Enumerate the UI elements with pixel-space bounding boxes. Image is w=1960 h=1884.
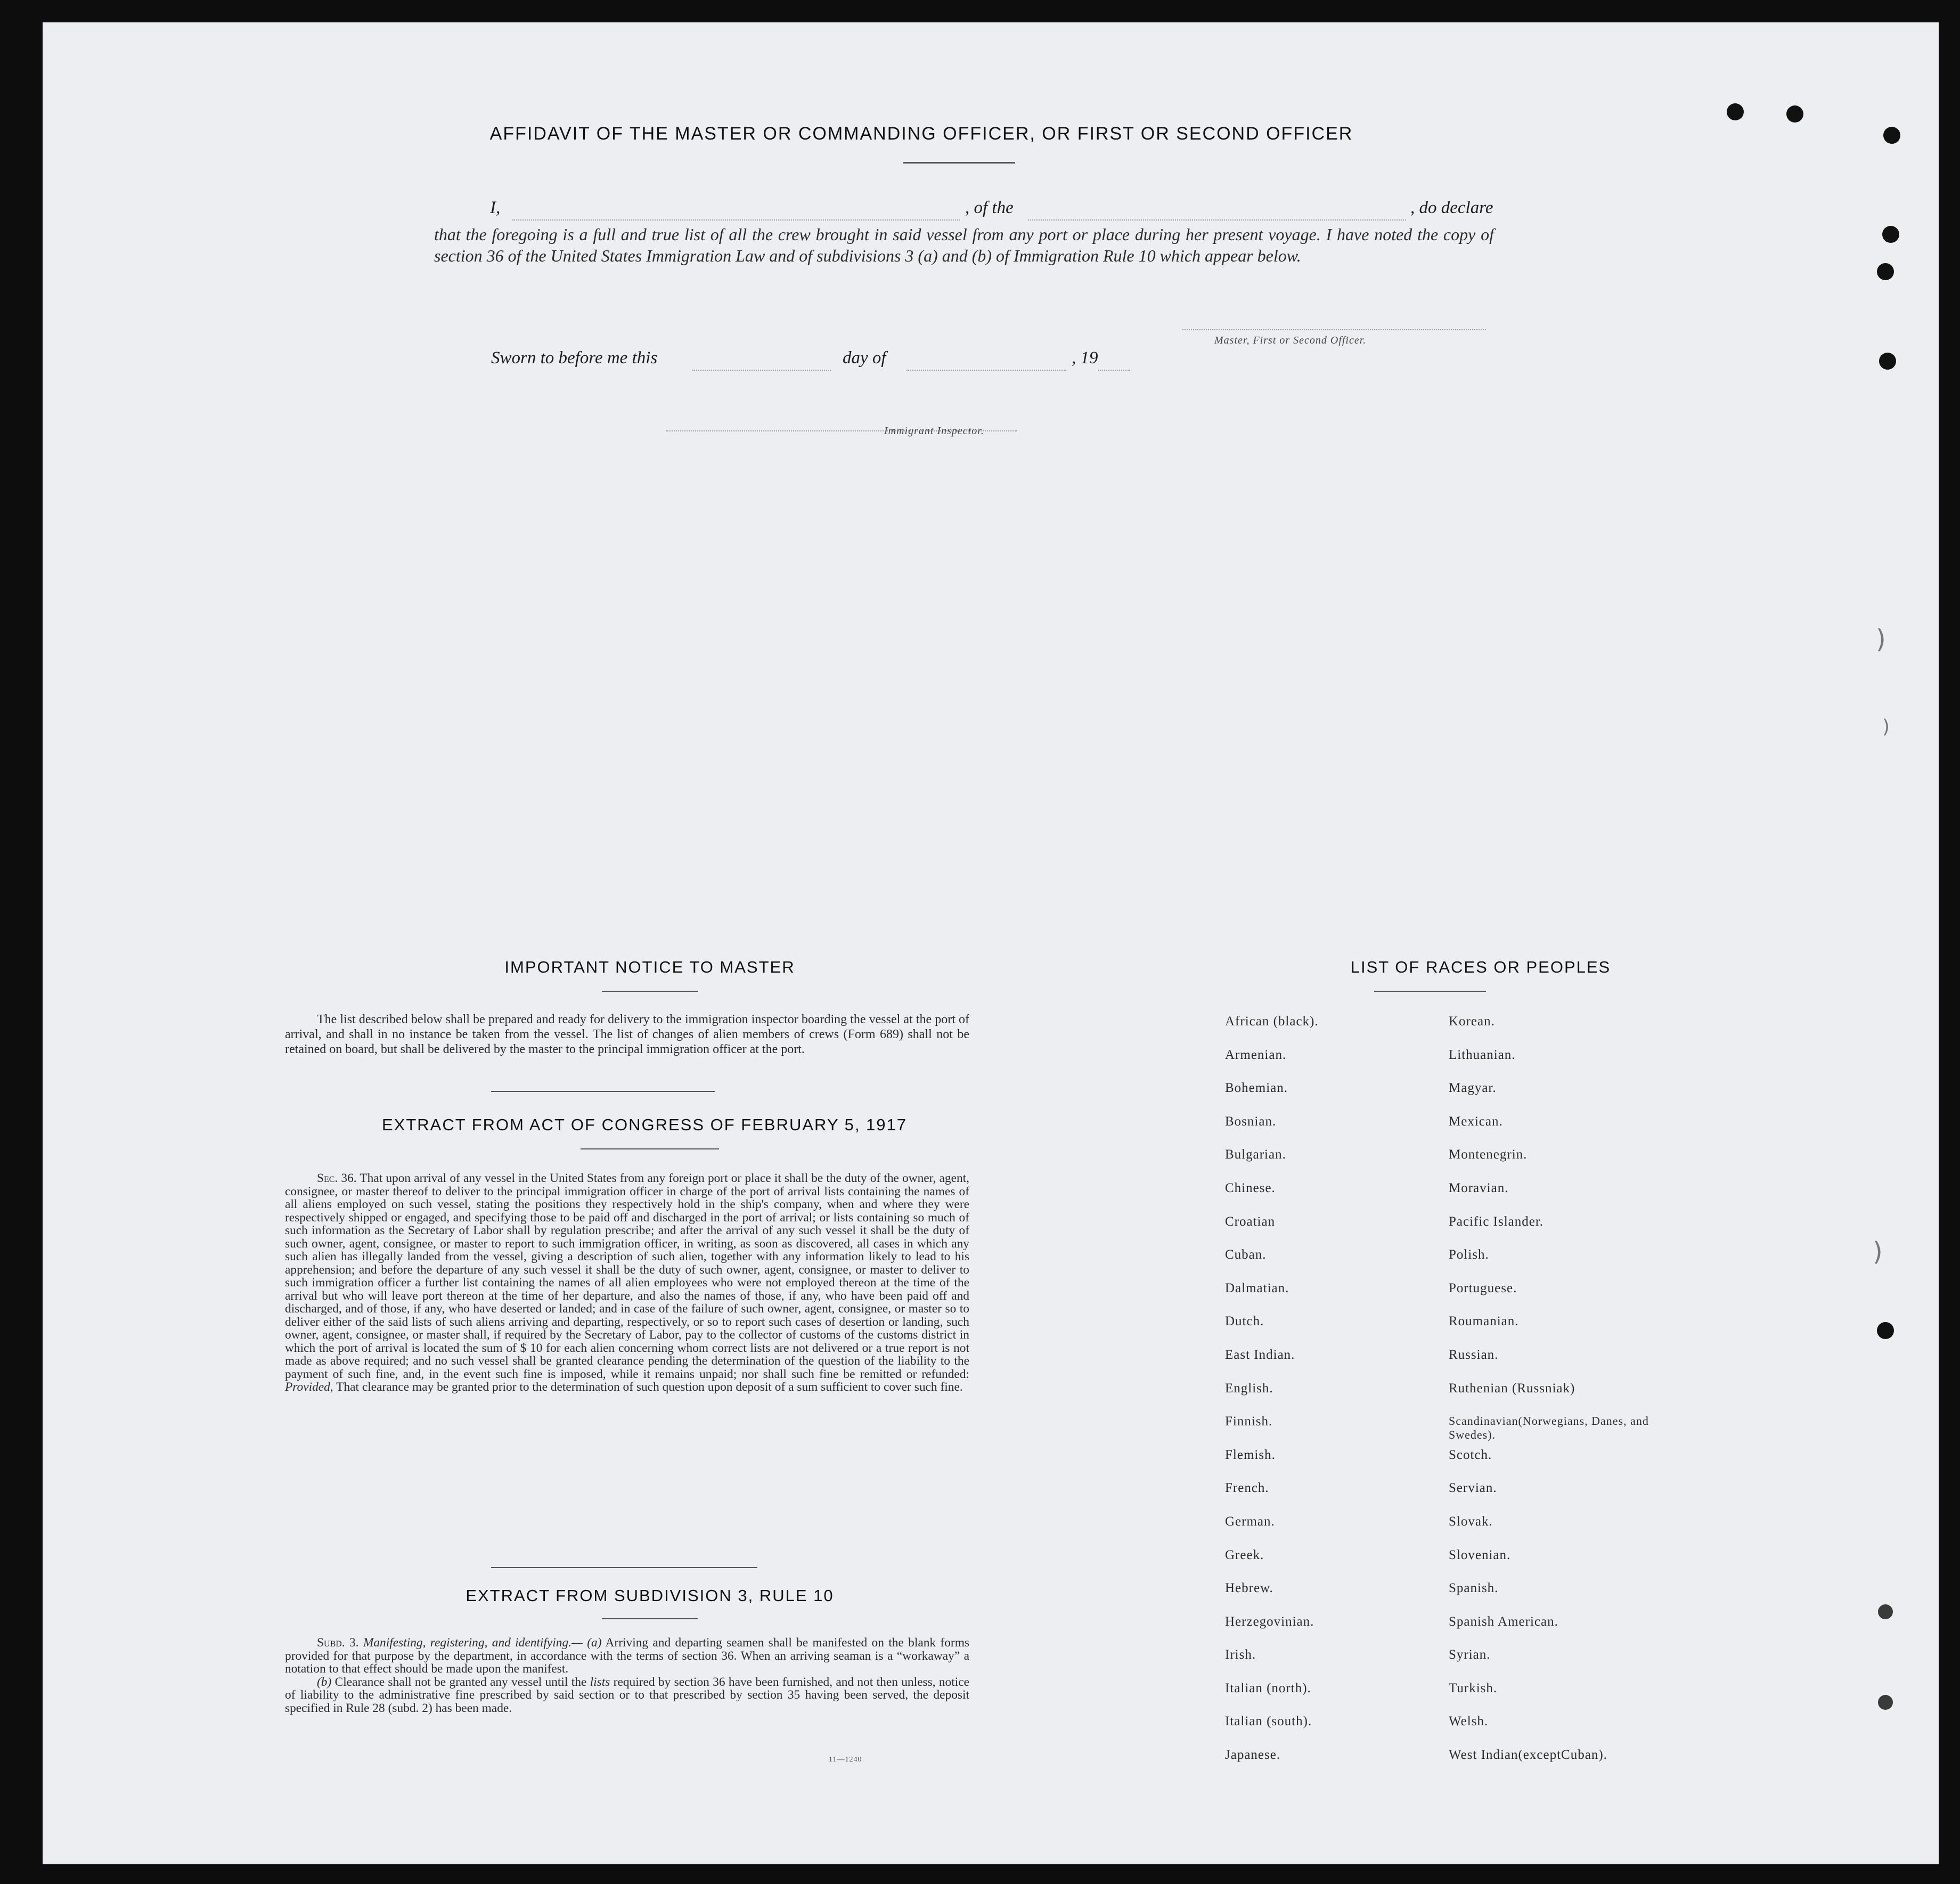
race-item: Spanish American. (1449, 1614, 1558, 1629)
race-item: Dutch. (1225, 1314, 1264, 1329)
act-body (285, 1172, 969, 1394)
day-of-label: day of (843, 348, 886, 368)
race-item: East Indian. (1225, 1347, 1295, 1362)
name-field[interactable] (512, 202, 960, 221)
race-item: French. (1225, 1481, 1269, 1496)
races-right-column (1449, 1014, 1683, 1781)
race-item: Greek. (1225, 1547, 1264, 1562)
race-item: Spanish. (1449, 1581, 1499, 1596)
punch-hole (1877, 263, 1894, 280)
sworn-label: Sworn to before me this (491, 348, 658, 368)
paper-nick: ) (1882, 716, 1890, 738)
race-item: Welsh. (1449, 1714, 1489, 1729)
vessel-field[interactable] (1028, 202, 1406, 221)
race-item: Ruthenian (Russniak) (1449, 1381, 1575, 1396)
race-item: Japanese. (1225, 1748, 1281, 1763)
master-signature-label: Master, First or Second Officer. (1214, 335, 1367, 346)
of-the-label: , of the (965, 198, 1014, 217)
race-item: Dalmatian. (1225, 1281, 1289, 1295)
clause-a-label: (a) (587, 1636, 602, 1650)
race-item: Montenegrin. (1449, 1147, 1528, 1162)
race-item: Lithuanian. (1449, 1047, 1516, 1062)
rule-title-rule (602, 1618, 698, 1619)
provided-word: Provided, (285, 1380, 333, 1394)
punch-hole (1883, 127, 1900, 144)
paper-nick: ) (1873, 1237, 1883, 1267)
subd-a-paragraph (285, 1636, 969, 1676)
race-item: Armenian. (1225, 1047, 1287, 1062)
subd-b-paragraph (285, 1676, 969, 1715)
section-divider (491, 1091, 715, 1092)
race-item: Hebrew. (1225, 1581, 1273, 1596)
declare-label: , do declare (1410, 198, 1493, 217)
punch-hole (1877, 1322, 1894, 1339)
form-number: 11—1240 (829, 1756, 862, 1764)
race-item: Italian (south). (1225, 1714, 1312, 1729)
day-field[interactable] (692, 353, 831, 371)
clause-b-label: (b) (317, 1675, 332, 1689)
affidavit-body: that the foregoing is a full and true list of all the crew brought in said vessel from any port or place during her present voyage. I have noted the copy of section 36 of the United States Immigration Law and of subdivisions 3 (a) and (b) of Immigration Rule 10 which appear below. (434, 225, 1494, 265)
race-item: Servian. (1449, 1481, 1497, 1496)
race-item: Herzegovinian. (1225, 1614, 1314, 1629)
sworn-line (491, 348, 1237, 375)
clause-b-lists: lists (590, 1675, 610, 1689)
race-item: West Indian(exceptCuban). (1449, 1748, 1607, 1763)
race-item: Cuban. (1225, 1247, 1267, 1262)
races-title: LIST OF RACES OR PEOPLES (1350, 958, 1611, 976)
race-item: Chinese. (1225, 1180, 1276, 1195)
inspector-signature-label: Immigrant Inspector. (884, 425, 984, 437)
section-divider (491, 1567, 757, 1568)
punch-hole (1878, 1604, 1893, 1619)
race-item: Pacific Islander. (1449, 1214, 1544, 1229)
race-item: Irish. (1225, 1648, 1256, 1662)
i-label: I, (490, 198, 501, 217)
subd-heading: Manifesting, registering, and identifying.— (363, 1636, 583, 1650)
race-item: German. (1225, 1514, 1275, 1529)
race-item: English. (1225, 1381, 1273, 1396)
race-item: Syrian. (1449, 1648, 1491, 1662)
rule-body (285, 1636, 969, 1715)
race-item: Polish. (1449, 1247, 1489, 1262)
proviso-text: That clearance may be granted prior to the determination of such question upon deposit of a sum sufficient to cover such fine. (336, 1380, 963, 1394)
title-rule (903, 162, 1015, 164)
race-item: Bosnian. (1225, 1114, 1277, 1129)
document-page (43, 22, 1939, 1864)
race-item: Roumanian. (1449, 1314, 1519, 1329)
year-field[interactable] (1098, 353, 1130, 371)
month-field[interactable] (907, 353, 1066, 371)
act-title: EXTRACT FROM ACT OF CONGRESS OF FEBRUARY 5, 1917 (381, 1115, 908, 1134)
notice-title: IMPORTANT NOTICE TO MASTER (504, 958, 795, 976)
race-item: Finnish. (1225, 1414, 1273, 1429)
race-item: Korean. (1449, 1014, 1495, 1029)
races-title-rule (1374, 991, 1486, 992)
race-item: African (black). (1225, 1014, 1319, 1029)
race-item: Bohemian. (1225, 1081, 1288, 1096)
race-item: Magyar. (1449, 1081, 1497, 1096)
race-item: Slovenian. (1449, 1547, 1511, 1562)
punch-hole (1727, 103, 1744, 120)
notice-title-rule (602, 991, 698, 992)
race-item: Scotch. (1449, 1447, 1492, 1462)
race-item: Portuguese. (1449, 1281, 1517, 1295)
notice-body: The list described below shall be prepared and ready for delivery to the immigration inspector boarding the vessel at the port of arrival, and shall in no instance be taken from the vessel. The list of changes of alien members of crews (Form 689) shall not be retained on board, but shall be delivered by the master to the principal immigration officer at the port. (285, 1013, 969, 1056)
race-item: Flemish. (1225, 1447, 1276, 1462)
punch-hole (1878, 1695, 1893, 1710)
paper-nick: ) (1876, 624, 1886, 654)
race-item: Mexican. (1449, 1114, 1503, 1129)
clause-a-text: Arriving and departing seamen shall be manifested on the blank forms provided for that purpose by the department, in accordance with the terms of section 36. When an arriving seaman is a “workaway” a notation to that effect should be made upon the manifest. (285, 1636, 970, 1676)
affidavit-title: AFFIDAVIT OF THE MASTER OR COMMANDING OFFICER, OR FIRST OR SECOND OFFICER (489, 124, 1353, 144)
clause-b-text-2: required by section 36 have been furnished, and not then unless, notice of liability to the administrative fine prescribed by said section or to that prescribed by section 35 having been served, the deposit specified in Rule 28 (subd. 2) has been made. (285, 1675, 969, 1715)
race-item: Croatian (1225, 1214, 1276, 1229)
master-signature-line[interactable] (1182, 328, 1486, 330)
race-item: Italian (north). (1225, 1681, 1311, 1695)
clause-b-text-1: Clearance shall not be granted any vessel until the (334, 1675, 587, 1689)
subd-label: Subd. 3. (317, 1636, 359, 1650)
punch-hole (1786, 105, 1803, 123)
punch-hole (1879, 353, 1896, 370)
act-title-rule (581, 1148, 719, 1149)
race-item: Slovak. (1449, 1514, 1493, 1529)
race-item: Russian. (1449, 1347, 1499, 1362)
punch-hole (1882, 226, 1899, 243)
race-item: Bulgarian. (1225, 1147, 1286, 1162)
race-item: Turkish. (1449, 1681, 1498, 1695)
sec-36-text: That upon arrival of any vessel in the United States from any foreign port or place it shall be the duty of the owner, agent, consignee, or master thereof to deliver to the principal immigration officer in charge of the port of arrival lists containing the names of all aliens employed on such vessel, stating the positions they respectively hold in the ship's company, when and where they were respectively shipped or engaged, and specifying those to be paid off and discharged in the port of arrival; or lists containing so much of such information as the Secretary of Labor shall by regulation prescribe; and after the arrival of any such vessel it shall be the duty of such owner, agent, consignee, or master to report to such immigration officer, in writing, as soon as discovered, all cases in which any such alien has illegally landed from the vessel, giving a description of such alien, together with any information likely to lead to his apprehension; and before the departure of any such vessel it shall be the duty of such owner, agent, consignee, or master to deliver to such immigration officer a further list containing the names of all alien employees who were not employed thereon at the time of the arrival but who will leave port thereon at the time of her departure, and also the names of those, if any, who have been paid off and discharged, and of those, if any, who have deserted or landed; and in case of the failure of such owner, agent, consignee, or master so to deliver either of the said lists of such aliens arriving and departing, respectively, or so to report such cases of desertion or landing, such owner, agent, consignee, or master shall, if required by the Secretary of Labor, pay to the collector of customs of the customs district in which the port of arrival is located the sum of $ 10 for each alien concerning whom correct lists are not delivered or a true report is not made as above required; and no such vessel shall be granted clearance pending the determination of the question of the liability to the payment of such fine, and, in the event such fine is imposed, while it remains unpaid; nor shall such fine be remitted or refunded: (285, 1171, 969, 1381)
sec-label: Sec. 36. (317, 1171, 357, 1185)
rule-title: EXTRACT FROM SUBDIVISION 3, RULE 10 (466, 1586, 834, 1605)
races-left-column (1225, 1014, 1438, 1781)
race-item: Moravian. (1449, 1180, 1509, 1195)
year-label: , 19 (1072, 348, 1098, 368)
race-item: Scandinavian(Norwegians, Danes, and Swedes). (1449, 1414, 1649, 1442)
